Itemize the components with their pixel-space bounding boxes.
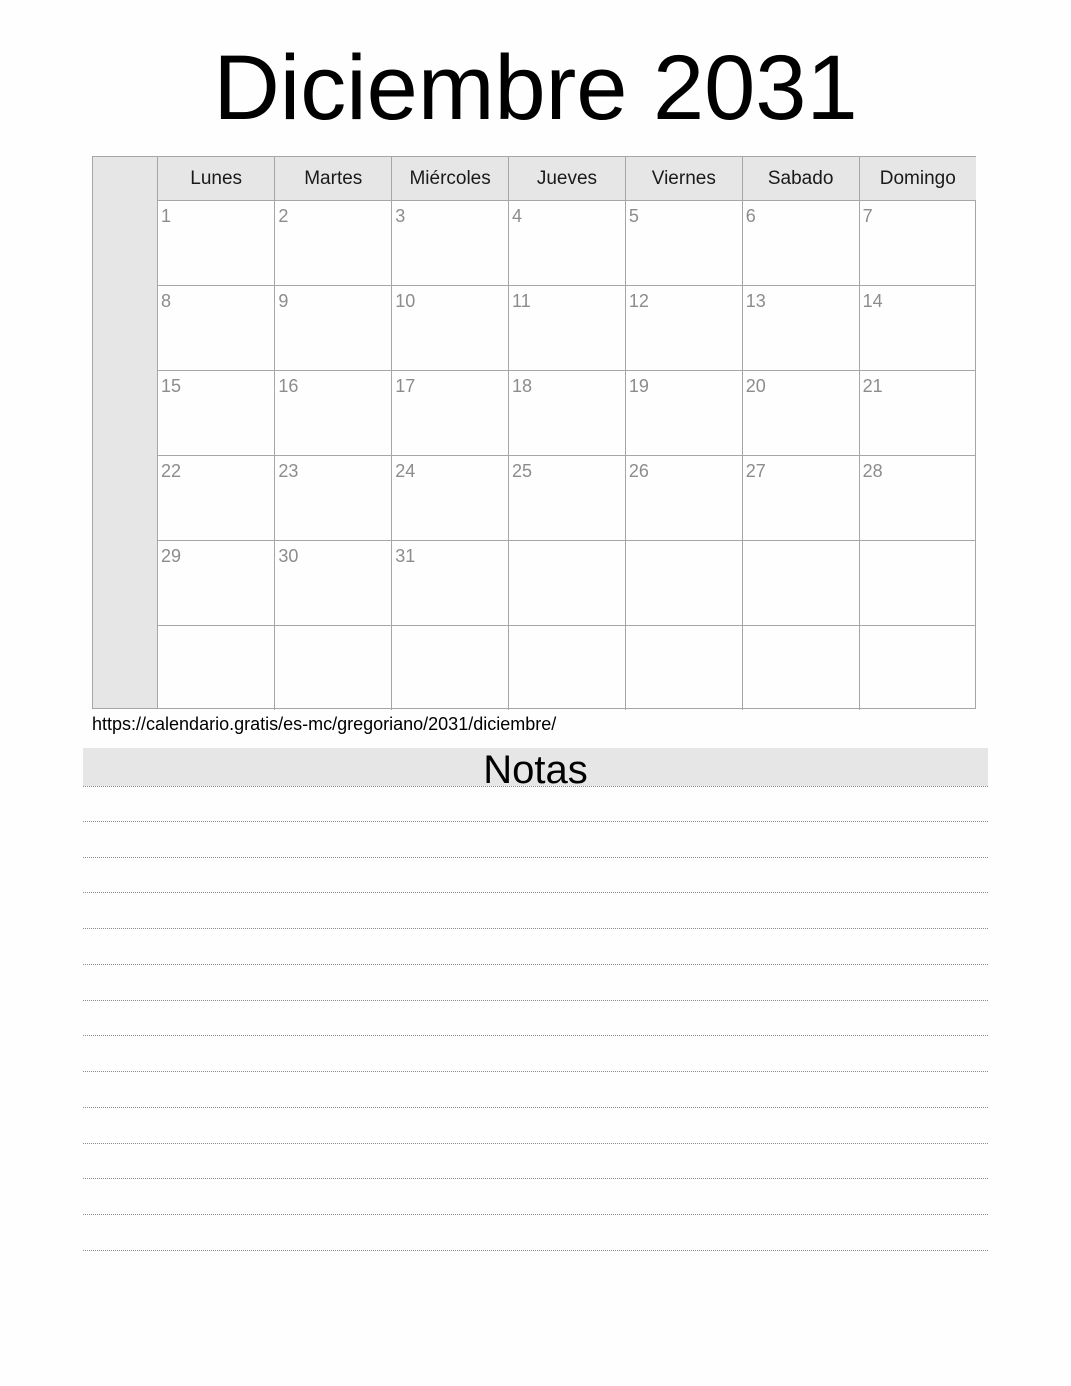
day-number: 10 — [395, 291, 416, 311]
day-cell — [859, 541, 976, 626]
day-cell — [392, 626, 509, 711]
day-cell — [158, 456, 275, 541]
day-number: 5 — [628, 206, 639, 226]
weekday-header-row — [158, 157, 976, 201]
note-line — [83, 1179, 988, 1215]
day-number: 14 — [862, 291, 883, 311]
day-cell — [392, 371, 509, 456]
note-line — [83, 1001, 988, 1037]
day-cell — [859, 286, 976, 371]
day-number: 29 — [161, 546, 182, 566]
day-number — [743, 541, 859, 546]
day-number: 31 — [395, 546, 416, 566]
day-number: 9 — [278, 291, 289, 311]
day-number: 11 — [512, 291, 531, 311]
day-cell — [275, 456, 392, 541]
note-line — [83, 1108, 988, 1144]
day-cell — [742, 286, 859, 371]
day-cell — [509, 371, 626, 456]
day-cell — [859, 456, 976, 541]
day-number: 7 — [862, 206, 873, 226]
weekday-header: Viernes — [625, 157, 742, 201]
day-number — [626, 541, 742, 546]
day-number — [860, 541, 976, 546]
day-cell — [392, 286, 509, 371]
day-cell — [859, 371, 976, 456]
day-cell — [625, 456, 742, 541]
day-number — [158, 626, 274, 631]
month-table — [158, 157, 976, 710]
day-cell — [275, 626, 392, 711]
note-line — [83, 1144, 988, 1180]
day-cell — [742, 626, 859, 711]
day-cell — [275, 541, 392, 626]
day-cell — [742, 371, 859, 456]
day-cell — [625, 286, 742, 371]
day-cell — [275, 371, 392, 456]
weekday-header: Martes — [275, 157, 392, 201]
day-number — [275, 626, 391, 631]
day-cell — [275, 201, 392, 286]
weekday-header: Miércoles — [392, 157, 509, 201]
note-line — [83, 929, 988, 965]
notes-heading: Notas — [83, 748, 988, 786]
day-number: 15 — [161, 376, 182, 396]
day-number: 21 — [862, 376, 883, 396]
day-cell — [625, 541, 742, 626]
note-line — [83, 1215, 988, 1251]
day-number — [743, 626, 859, 631]
day-number: 24 — [395, 461, 416, 481]
day-number: 18 — [512, 376, 533, 396]
day-cell — [392, 456, 509, 541]
day-number: 19 — [628, 376, 649, 396]
weekday-header: Jueves — [509, 157, 626, 201]
week-row — [158, 201, 976, 286]
day-number — [860, 626, 976, 631]
day-number — [509, 626, 625, 631]
day-number: 17 — [395, 376, 416, 396]
day-cell — [392, 541, 509, 626]
day-number: 30 — [278, 546, 299, 566]
day-cell — [625, 371, 742, 456]
day-cell — [158, 371, 275, 456]
day-number: 12 — [628, 291, 649, 311]
week-row — [158, 626, 976, 711]
day-number: 22 — [161, 461, 182, 481]
day-number: 13 — [745, 291, 766, 311]
day-number: 27 — [745, 461, 766, 481]
day-cell — [158, 541, 275, 626]
note-line — [83, 1036, 988, 1072]
day-number: 8 — [161, 291, 172, 311]
day-cell — [509, 286, 626, 371]
note-line — [83, 965, 988, 1001]
weekday-header: Lunes — [158, 157, 275, 201]
day-cell — [742, 201, 859, 286]
day-cell — [158, 201, 275, 286]
day-number: 20 — [745, 376, 766, 396]
day-number — [626, 626, 742, 631]
day-cell — [625, 201, 742, 286]
day-number — [509, 541, 625, 546]
week-row — [158, 371, 976, 456]
week-side-strip — [93, 157, 158, 708]
day-number: 1 — [161, 206, 172, 226]
day-number: 6 — [745, 206, 756, 226]
day-cell — [509, 201, 626, 286]
note-line — [83, 893, 988, 929]
weekday-header: Sabado — [742, 157, 859, 201]
calendar-grid — [92, 156, 976, 709]
day-number: 23 — [278, 461, 299, 481]
note-line — [83, 786, 988, 822]
day-number: 28 — [862, 461, 883, 481]
source-url: https://calendario.gratis/es-mc/gregoriano/2031/diciembre/ — [92, 714, 557, 734]
day-cell — [742, 456, 859, 541]
day-cell — [509, 541, 626, 626]
day-number: 26 — [628, 461, 649, 481]
day-number: 3 — [395, 206, 406, 226]
day-number: 4 — [512, 206, 523, 226]
day-cell — [625, 626, 742, 711]
notes-lines — [83, 786, 988, 1251]
day-cell — [859, 626, 976, 711]
day-number: 16 — [278, 376, 299, 396]
day-cell — [158, 626, 275, 711]
week-row — [158, 541, 976, 626]
day-number: 25 — [512, 461, 533, 481]
week-row — [158, 456, 976, 541]
note-line — [83, 822, 988, 858]
weekday-header: Domingo — [859, 157, 976, 201]
day-cell — [392, 201, 509, 286]
day-cell — [275, 286, 392, 371]
note-line — [83, 1072, 988, 1108]
day-cell — [509, 456, 626, 541]
note-line — [83, 858, 988, 894]
day-cell — [742, 541, 859, 626]
day-number — [392, 626, 508, 631]
week-row — [158, 286, 976, 371]
day-cell — [859, 201, 976, 286]
day-cell — [509, 626, 626, 711]
day-number: 2 — [278, 206, 289, 226]
day-cell — [158, 286, 275, 371]
calendar-title: Diciembre 2031 — [213, 37, 858, 139]
